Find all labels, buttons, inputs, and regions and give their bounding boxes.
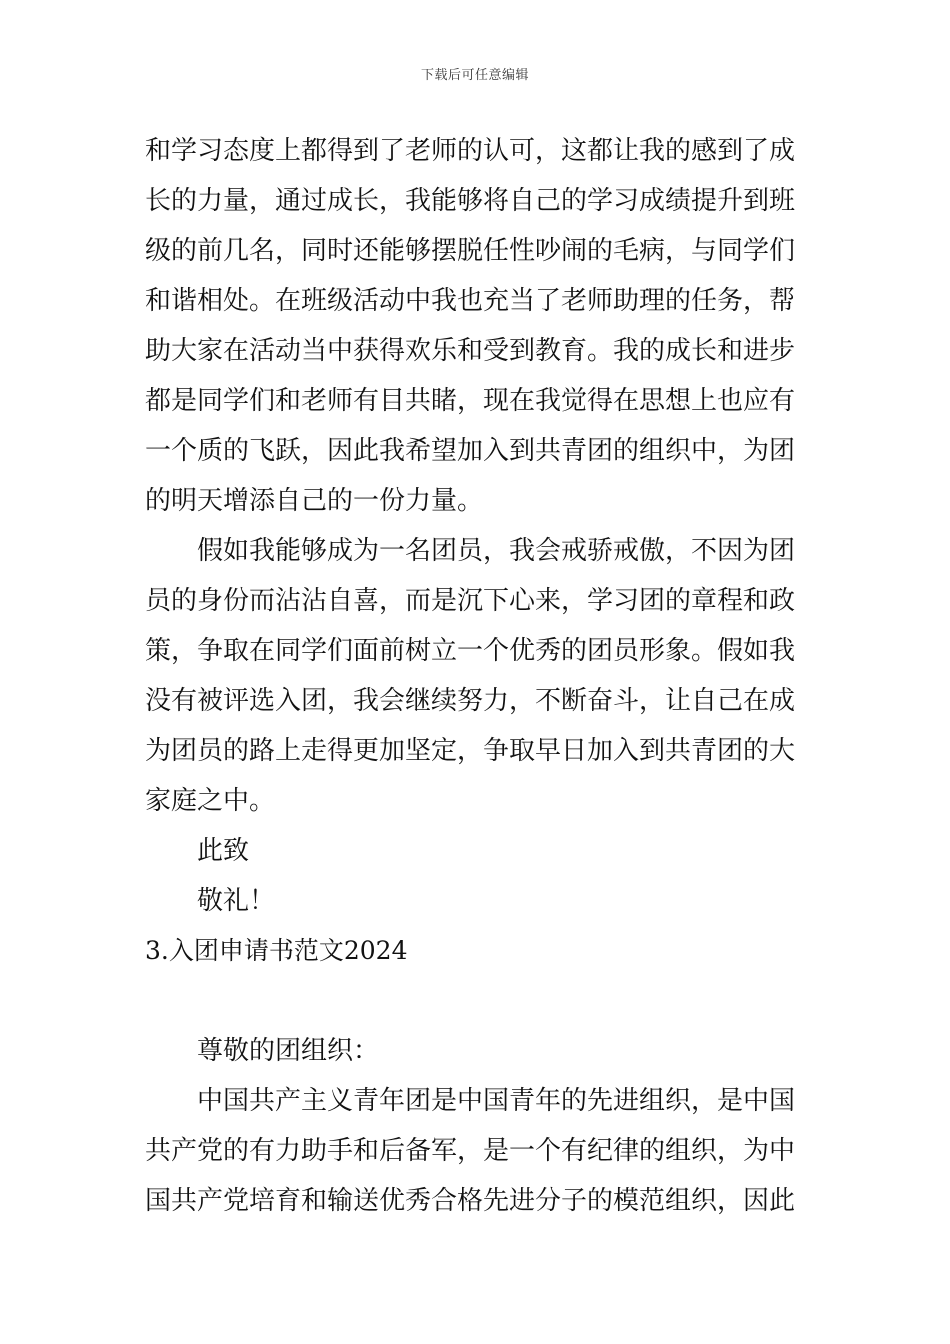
text-line: 假如我能够成为一名团员，我会戒骄戒傲，不因为团 (197, 536, 796, 566)
closing-block (145, 826, 809, 926)
text-line: 中国共产主义青年团是中国青年的先进组织，是中国 (197, 1086, 796, 1116)
closing-line: 敬礼！ (197, 886, 276, 916)
text-line: 为团员的路上走得更加坚定，争取早日加入到共青团的大 (145, 736, 796, 766)
salutation: 尊敬的团组织： (197, 1036, 380, 1066)
text-line: 家庭之中。 (145, 786, 276, 816)
section-title: 3.入团申请书范文2024 (145, 936, 408, 965)
text-line: 助大家在活动当中获得欢乐和受到教育。我的成长和进步 (145, 336, 796, 366)
text-line: 和学习态度上都得到了老师的认可，这都让我的感到了成 (145, 136, 796, 166)
blank-spacer (145, 976, 809, 1026)
text-line: 长的力量，通过成长，我能够将自己的学习成绩提升到班 (145, 186, 796, 216)
paragraph-commitment (145, 526, 809, 826)
text-line: 都是同学们和老师有目共睹，现在我觉得在思想上也应有 (145, 386, 796, 416)
text-line: 的明天增添自己的一份力量。 (145, 486, 484, 516)
text-line: 员的身份而沾沾自喜，而是沉下心来，学习团的章程和政 (145, 586, 796, 616)
closing-line: 此致 (197, 836, 250, 866)
text-line: 策，争取在同学们面前树立一个优秀的团员形象。假如我 (145, 636, 796, 666)
text-line: 级的前几名，同时还能够摆脱任性吵闹的毛病，与同学们 (145, 236, 796, 266)
page-header-note: 下载后可任意编辑 (420, 68, 529, 83)
text-line: 一个质的飞跃，因此我希望加入到共青团的组织中，为团 (145, 436, 796, 466)
text-line: 和谐相处。在班级活动中我也充当了老师助理的任务，帮 (145, 286, 796, 316)
text-line: 没有被评选入团，我会继续努力，不断奋斗，让自己在成 (145, 686, 796, 716)
document-body (145, 126, 809, 1226)
paragraph-achievements (145, 126, 809, 526)
paragraph-intro (145, 1076, 809, 1226)
text-line: 国共产党培育和输送优秀合格先进分子的模范组织，因此 (145, 1186, 796, 1216)
text-line: 共产党的有力助手和后备军，是一个有纪律的组织，为中 (145, 1136, 796, 1166)
